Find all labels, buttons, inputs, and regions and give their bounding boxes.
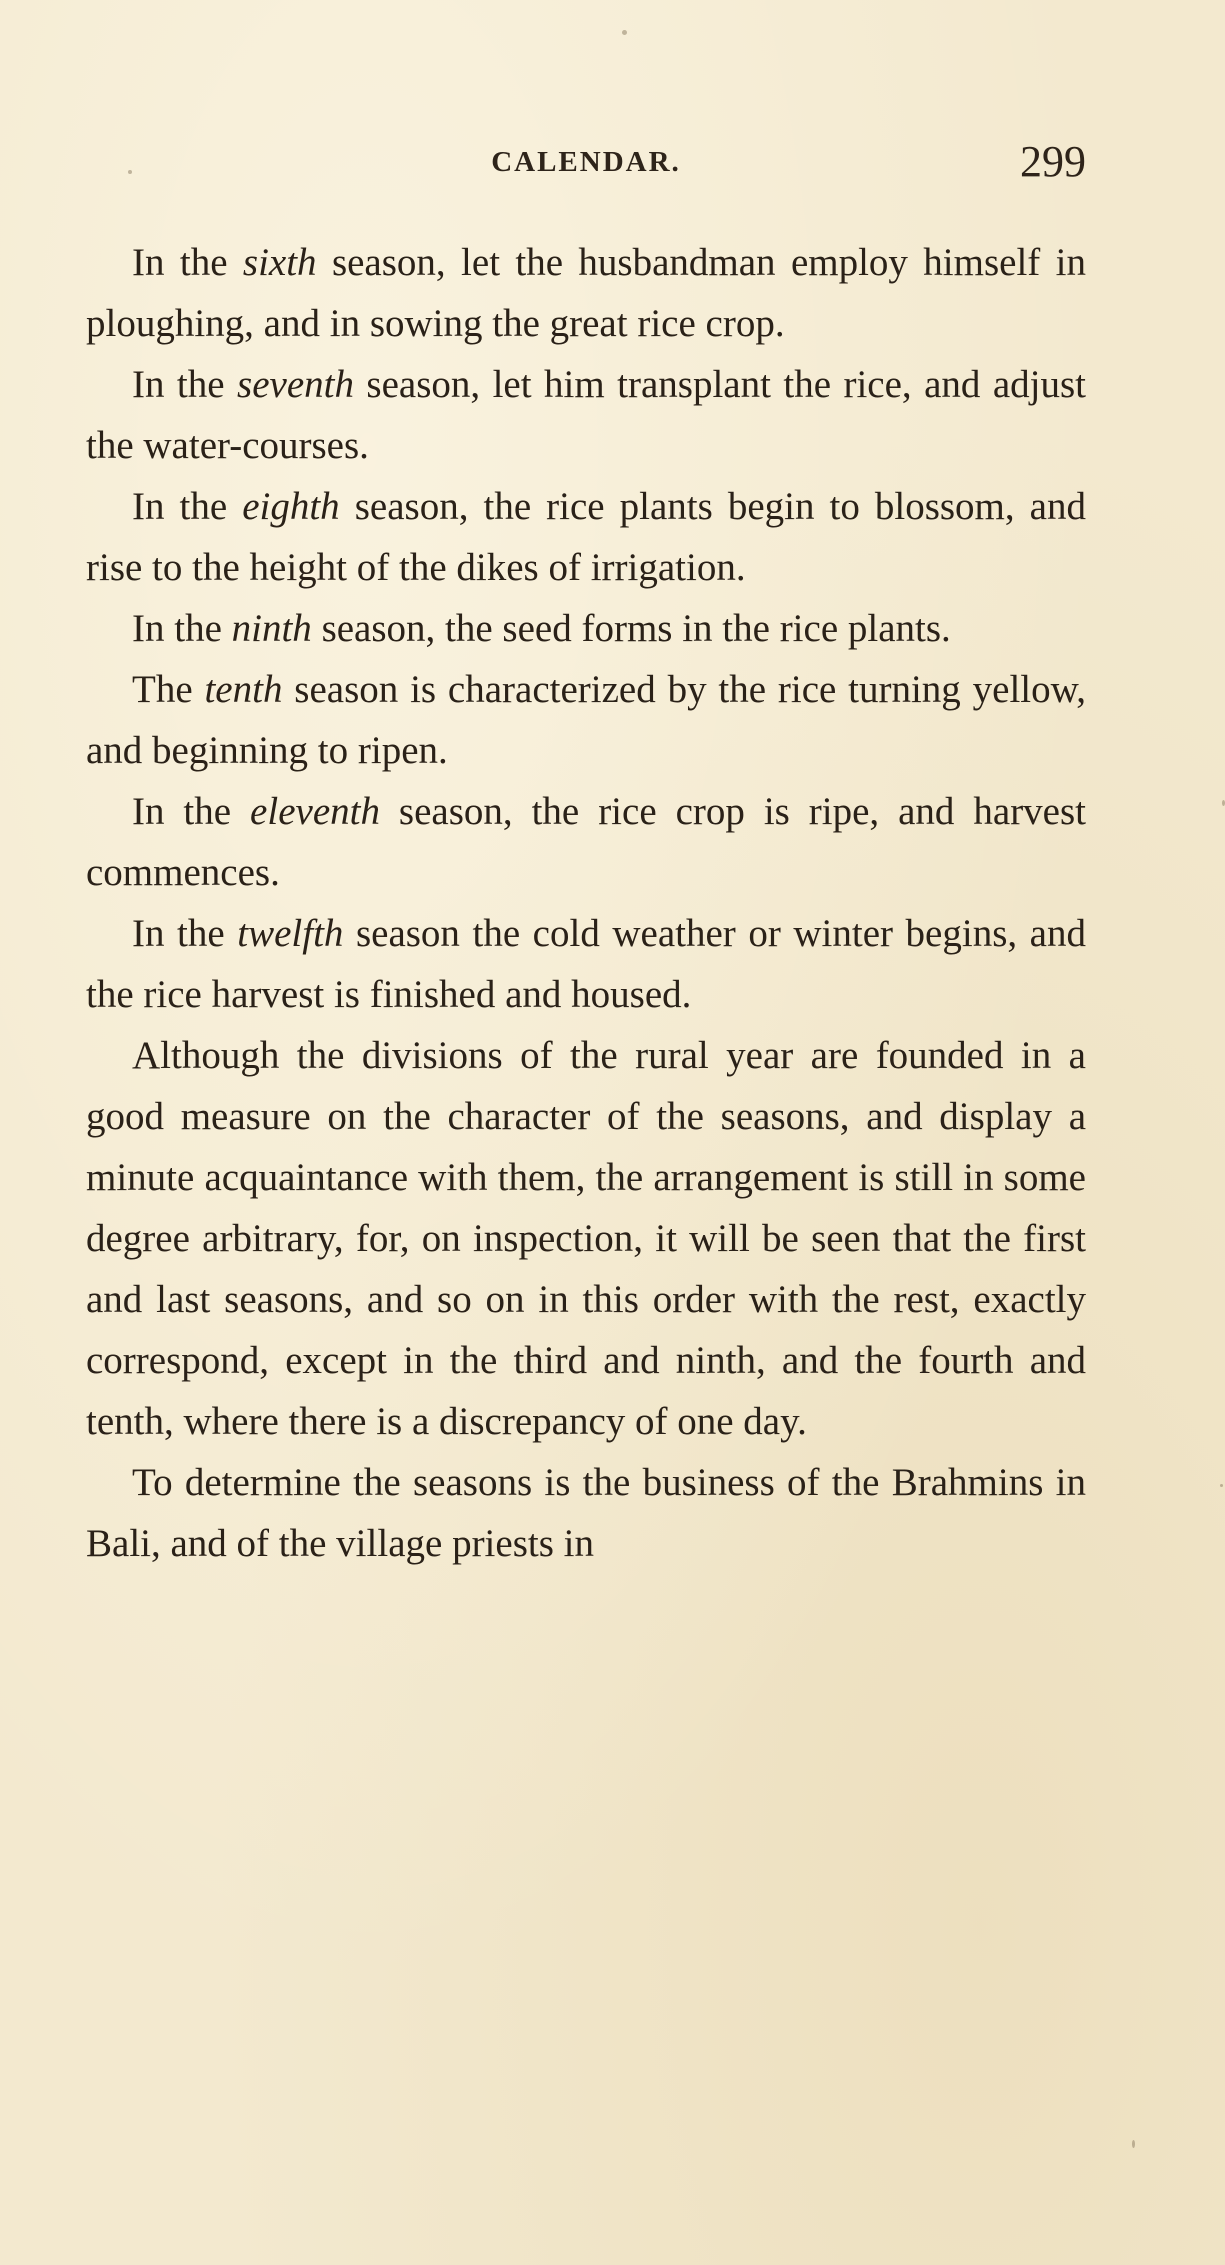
season-name: eleventh bbox=[250, 790, 380, 833]
paragraph-sixth-season: In the sixth season, let the husbandman employ himself in ploughing, and in sowing the great rice crop. bbox=[86, 241, 1086, 345]
running-title: CALENDAR. bbox=[491, 146, 681, 178]
season-name: tenth bbox=[204, 668, 283, 711]
paragraph-ninth-season: In the ninth season, the seed forms in the rice plants. bbox=[132, 607, 951, 650]
season-name: twelfth bbox=[237, 912, 344, 955]
body-text bbox=[86, 232, 1086, 1574]
paragraph-eighth-season: In the eighth season, the rice plants begin to blossom, and rise to the height of the dikes of irrigation. bbox=[86, 485, 1086, 589]
running-head bbox=[86, 137, 1086, 190]
paragraph-eleventh-season: In the eleventh season, the rice crop is ripe, and harvest commences. bbox=[86, 790, 1087, 894]
season-name: ninth bbox=[231, 607, 312, 650]
paragraph-twelfth-season: In the twelfth season the cold weather or winter begins, and the rice harvest is finished and housed. bbox=[86, 912, 1086, 1016]
season-name: eighth bbox=[242, 485, 340, 528]
paper-speck bbox=[1220, 1484, 1223, 1487]
paper-speck bbox=[128, 170, 132, 174]
paragraph-tenth-season: The tenth season is characterized by the rice turning yellow, and beginning to ripen. bbox=[86, 668, 1086, 772]
paragraph-seventh-season: In the seventh season, let him transplant the rice, and adjust the water-courses. bbox=[86, 363, 1086, 467]
season-name: seventh bbox=[237, 363, 354, 406]
paper-speck bbox=[622, 30, 627, 35]
page-number: 299 bbox=[1020, 137, 1086, 186]
paper-speck bbox=[1132, 2140, 1135, 2148]
season-name: sixth bbox=[242, 241, 317, 284]
paragraph-divisions: Although the divisions of the rural year are founded in a good measure on the character of the seasons, and display a minute acquaintance with them, the arrangement is still in some degree arbitrary, for, on inspection, it will be seen that the first and last seasons, and so on in this order with the rest, exactly correspond, except in the third and ninth, and the fourth and tenth, where there is a discrepancy of one day. bbox=[86, 1034, 1086, 1443]
paragraph-determine-seasons: To determine the seasons is the business of the Brahmins in Bali, and of the village priests in bbox=[86, 1461, 1086, 1565]
